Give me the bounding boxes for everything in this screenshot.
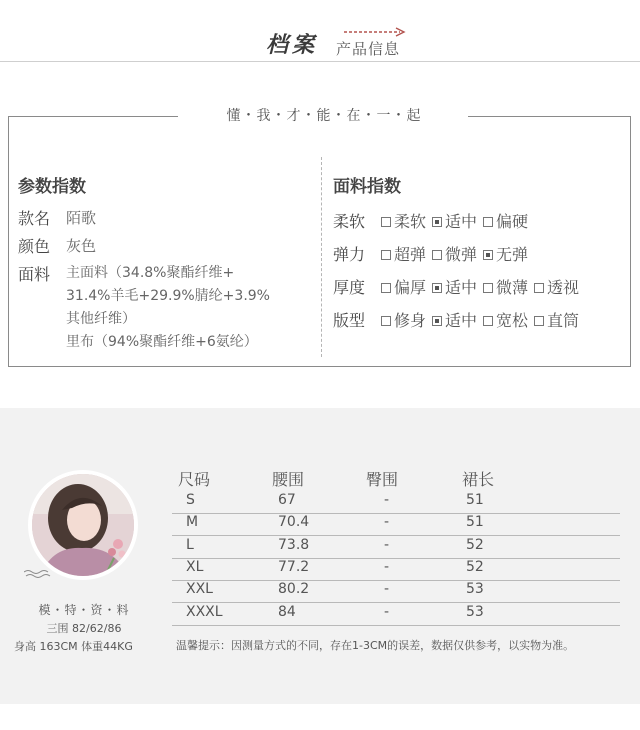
fabric-option	[432, 242, 477, 265]
material-line: 31.4%羊毛+29.9%腈纶+3.9%	[66, 288, 270, 304]
fabric-option-label: 超弹	[394, 245, 427, 264]
fabric-row-key: 厚度	[333, 278, 366, 297]
fabric-option	[534, 275, 579, 298]
fabric-row	[333, 275, 585, 298]
fabric-option-label: 适中	[445, 311, 478, 330]
measurement-tip: 温馨提示：因测量方式的不同，存在1-3CM的误差，数据仅供参考，以实物为准。	[176, 639, 575, 652]
fabric-option	[432, 275, 477, 298]
fabric-row	[333, 308, 585, 331]
table-cell: L	[186, 536, 194, 553]
fabric-option	[432, 308, 477, 331]
size-header-length: 裙长	[462, 470, 495, 489]
table-cell: XXXL	[186, 603, 223, 620]
fabric-option-label: 修身	[394, 311, 427, 330]
arrow-right-icon	[344, 27, 408, 37]
model-title: 模・特・资・料	[38, 603, 130, 617]
table-cell: 51	[466, 492, 484, 508]
checkbox-icon	[534, 283, 544, 293]
column-divider	[321, 157, 322, 357]
fabric-option-label: 偏厚	[394, 278, 427, 297]
size-header-waist: 腰围	[272, 470, 305, 489]
table-cell: -	[384, 492, 390, 508]
table-row	[172, 603, 620, 626]
table-cell: XXL	[186, 581, 213, 598]
checkbox-icon	[381, 250, 391, 260]
checkbox-icon	[483, 217, 493, 227]
fabric-row-key: 柔软	[333, 212, 366, 231]
fabric-option-label: 宽松	[496, 311, 529, 330]
fabric-row-key: 弹力	[333, 245, 366, 264]
size-header-hip: 臀围	[366, 470, 399, 489]
checkbox-icon	[432, 250, 442, 260]
table-cell: 73.8	[278, 536, 310, 553]
table-row	[172, 580, 620, 603]
fabric-option-label: 适中	[445, 212, 478, 231]
table-row	[172, 491, 620, 514]
param-value-color: 灰色	[66, 237, 97, 255]
fabric-option	[381, 308, 426, 331]
checkbox-icon	[483, 316, 493, 326]
material-description	[66, 262, 316, 354]
size-header-size: 尺码	[178, 470, 211, 489]
box-top-border-left	[8, 116, 178, 117]
header-divider	[0, 61, 640, 62]
fabric-row	[333, 209, 534, 232]
table-cell: 51	[466, 514, 484, 531]
fabric-option	[483, 308, 528, 331]
param-key-color: 颜色	[18, 237, 51, 256]
table-cell: 70.4	[278, 514, 310, 531]
fabric-option	[381, 242, 426, 265]
fabric-option	[483, 209, 528, 232]
fabric-option-label: 柔软	[394, 212, 427, 231]
fabric-row	[333, 242, 534, 265]
checkbox-icon	[381, 217, 391, 227]
table-cell: 53	[466, 603, 484, 620]
param-key-material: 面料	[18, 265, 51, 284]
fabric-title: 面料指数	[333, 177, 401, 197]
checkbox-icon	[483, 283, 493, 293]
fabric-option-label: 无弹	[496, 245, 529, 264]
material-line: 主面料（34.8%聚酯纤维+	[66, 265, 235, 281]
table-cell: XL	[186, 558, 204, 575]
table-cell: 52	[466, 536, 484, 553]
table-cell: 77.2	[278, 558, 310, 575]
param-key-name: 款名	[18, 209, 51, 228]
material-line: 其他纤维）	[66, 311, 136, 327]
fabric-option-label: 直筒	[547, 311, 580, 330]
table-row	[172, 513, 620, 536]
table-cell: 52	[466, 558, 484, 575]
table-cell: 80.2	[278, 581, 310, 598]
model-measurements: 三围 82/62/86	[46, 622, 122, 635]
fabric-option-label: 微弹	[445, 245, 478, 264]
table-cell: 53	[466, 581, 484, 598]
fabric-option	[483, 242, 528, 265]
table-cell: 67	[278, 492, 296, 508]
fabric-option	[534, 308, 579, 331]
fabric-option-label: 微薄	[496, 278, 529, 297]
section-title: 产品信息	[336, 40, 401, 58]
table-row	[172, 558, 620, 581]
fabric-option-label: 透视	[547, 278, 580, 297]
table-cell: -	[384, 558, 390, 575]
fabric-option	[381, 209, 426, 232]
fabric-option	[381, 275, 426, 298]
checkbox-icon	[381, 283, 391, 293]
table-row	[172, 536, 620, 559]
table-cell: -	[384, 581, 390, 598]
fabric-option-label: 偏硬	[496, 212, 529, 231]
checked-box-icon	[432, 283, 442, 293]
box-top-border-right	[468, 116, 630, 117]
checkbox-icon	[381, 316, 391, 326]
table-cell: -	[384, 536, 390, 553]
fabric-option-label: 适中	[445, 278, 478, 297]
checked-box-icon	[432, 316, 442, 326]
table-cell: 84	[278, 603, 296, 620]
material-line: 里布（94%聚酯纤维+6氨纶）	[66, 334, 258, 350]
model-avatar	[28, 470, 138, 580]
slogan: 懂・我・才・能・在・一・起	[226, 108, 422, 124]
archive-logo: 档案	[266, 32, 319, 58]
param-value-name: 陌歌	[66, 209, 97, 227]
fabric-row-key: 版型	[333, 311, 366, 330]
table-cell: S	[186, 492, 195, 508]
table-cell: -	[384, 514, 390, 531]
fabric-option	[483, 275, 528, 298]
checkbox-icon	[534, 316, 544, 326]
wave-decoration-icon	[24, 569, 54, 579]
checked-box-icon	[432, 217, 442, 227]
checked-box-icon	[483, 250, 493, 260]
model-height-weight: 身高 163CM 体重44KG	[14, 640, 133, 653]
model-photo-icon	[32, 474, 134, 576]
table-cell: -	[384, 603, 390, 620]
table-cell: M	[186, 514, 199, 531]
params-title: 参数指数	[18, 177, 86, 197]
fabric-option	[432, 209, 477, 232]
